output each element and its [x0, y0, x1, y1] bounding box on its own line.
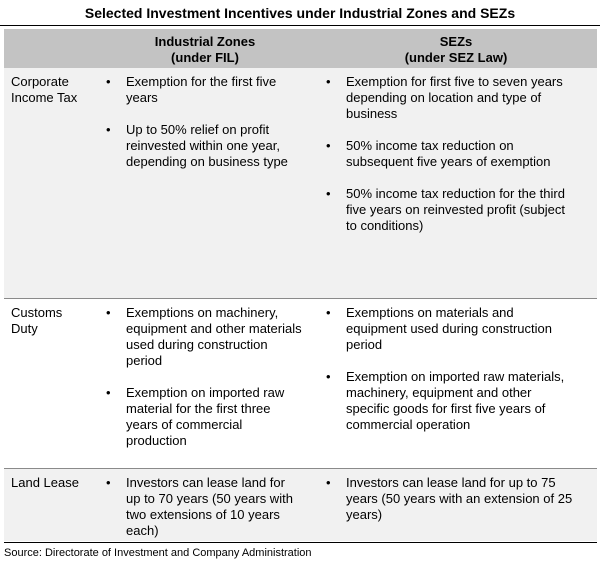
table-row-corporate-income-tax — [4, 68, 597, 298]
cell-text-line: 50% income tax reduction on — [346, 138, 514, 153]
bullet-icon: • — [106, 384, 111, 400]
cell-land-sezs — [315, 468, 597, 541]
table-row-land-lease — [4, 468, 597, 541]
cell-cit-sezs — [315, 68, 597, 298]
cell-text-line: equipment and other materials — [126, 320, 302, 336]
cell-customs-sezs — [315, 298, 597, 468]
row-label-line: Duty — [11, 320, 38, 336]
bullet-icon: • — [326, 474, 331, 490]
header-sez-line2: (under SEZ Law) — [404, 50, 508, 65]
cell-text-line: years — [126, 90, 158, 105]
cell-text-line: period — [346, 336, 383, 352]
list-item — [315, 74, 591, 122]
cell-text-line: years) — [346, 506, 383, 522]
cell-text-line: reinvested within one year, — [126, 138, 280, 153]
cell-land-industrial-zones — [95, 468, 315, 541]
header-sezs — [315, 29, 597, 68]
cell-text-line: 50% income tax reduction for the third — [346, 186, 565, 201]
cell-text-line: five years on reinvested profit (subject — [346, 202, 565, 217]
cell-text-line: two extensions of 10 years — [126, 506, 280, 522]
cell-text-line: Exemption on imported raw materials, — [346, 368, 565, 384]
cell-text-line: used during construction — [126, 336, 268, 352]
cell-text-line: business — [346, 106, 398, 121]
list-item — [315, 138, 591, 170]
table-header-row — [4, 29, 597, 68]
incentives-table — [4, 29, 597, 541]
bullet-icon: • — [326, 368, 331, 384]
cell-text-line: to conditions) — [346, 218, 424, 233]
cell-text-line: Investors can lease land for up to 75 — [346, 474, 556, 490]
title-divider — [0, 25, 600, 26]
cell-text-line: subsequent five years of exemption — [346, 154, 551, 169]
table-title: Selected Investment Incentives under Industrial Zones and SEZs — [84, 5, 516, 21]
table-bottom-divider — [4, 542, 597, 543]
cell-text-line: Exemptions on materials and — [346, 304, 514, 320]
cell-text-line: production — [126, 432, 187, 448]
cell-text-line: specific goods for first five years of — [346, 400, 546, 416]
header-industrial-zones — [95, 29, 315, 68]
bullet-icon: • — [326, 74, 331, 89]
cell-text-line: machinery, equipment and other — [346, 384, 532, 400]
cell-text-line: depending on location and type of — [346, 90, 542, 105]
header-fil-line2: (under FIL) — [171, 50, 239, 65]
bullet-icon: • — [326, 304, 331, 320]
list-item — [95, 385, 309, 449]
list-item — [95, 475, 309, 539]
cell-text-line: Exemption for first five to seven years — [346, 74, 563, 89]
row-label-line: Income Tax — [11, 90, 78, 105]
table-row-customs-duty — [4, 298, 597, 468]
list-item — [315, 369, 591, 433]
bullet-icon: • — [326, 138, 331, 153]
cell-text-line: Exemption on imported raw — [126, 384, 285, 400]
cell-text-line: Investors can lease land for — [126, 474, 285, 490]
bullet-icon: • — [106, 474, 111, 490]
cell-text-line: commercial operation — [346, 416, 471, 432]
cell-text-line: Exemption for the first five — [126, 74, 277, 89]
cell-text-line: years (50 years with an extension of 25 — [346, 490, 573, 506]
bullet-icon: • — [106, 304, 111, 320]
bullet-icon: • — [106, 122, 111, 137]
cell-text-line: each) — [126, 522, 159, 538]
row-label-line: Customs — [11, 304, 63, 320]
header-blank-cell — [4, 29, 95, 68]
list-item — [315, 186, 591, 234]
row-label-customs-duty — [4, 298, 95, 468]
list-item — [95, 305, 309, 369]
cell-text-line: equipment used during construction — [346, 320, 552, 336]
list-item — [95, 122, 309, 170]
cell-text-line: Exemptions on machinery, — [126, 304, 279, 320]
list-item — [95, 74, 309, 106]
bullet-icon: • — [106, 74, 111, 89]
row-label-corporate-income-tax — [4, 68, 95, 298]
list-item — [315, 475, 591, 523]
cell-text-line: period — [126, 352, 163, 368]
bullet-icon: • — [326, 186, 331, 201]
header-sez-line1: SEZs — [439, 34, 473, 49]
source-note: Source: Directorate of Investment and Company Administration — [4, 547, 312, 559]
header-fil-line1: Industrial Zones — [154, 34, 256, 49]
row-label-line: Land Lease — [11, 474, 79, 490]
cell-text-line: depending on business type — [126, 154, 288, 169]
row-label-land-lease — [4, 468, 95, 541]
cell-text-line: years of commercial — [126, 416, 243, 432]
cell-text-line: Up to 50% relief on profit — [126, 122, 270, 137]
cell-text-line: up to 70 years (50 years with — [126, 490, 293, 506]
cell-text-line: material for the first three — [126, 400, 271, 416]
cell-customs-industrial-zones — [95, 298, 315, 468]
list-item — [315, 305, 591, 353]
row-label-line: Corporate — [11, 74, 69, 89]
cell-cit-industrial-zones — [95, 68, 315, 298]
